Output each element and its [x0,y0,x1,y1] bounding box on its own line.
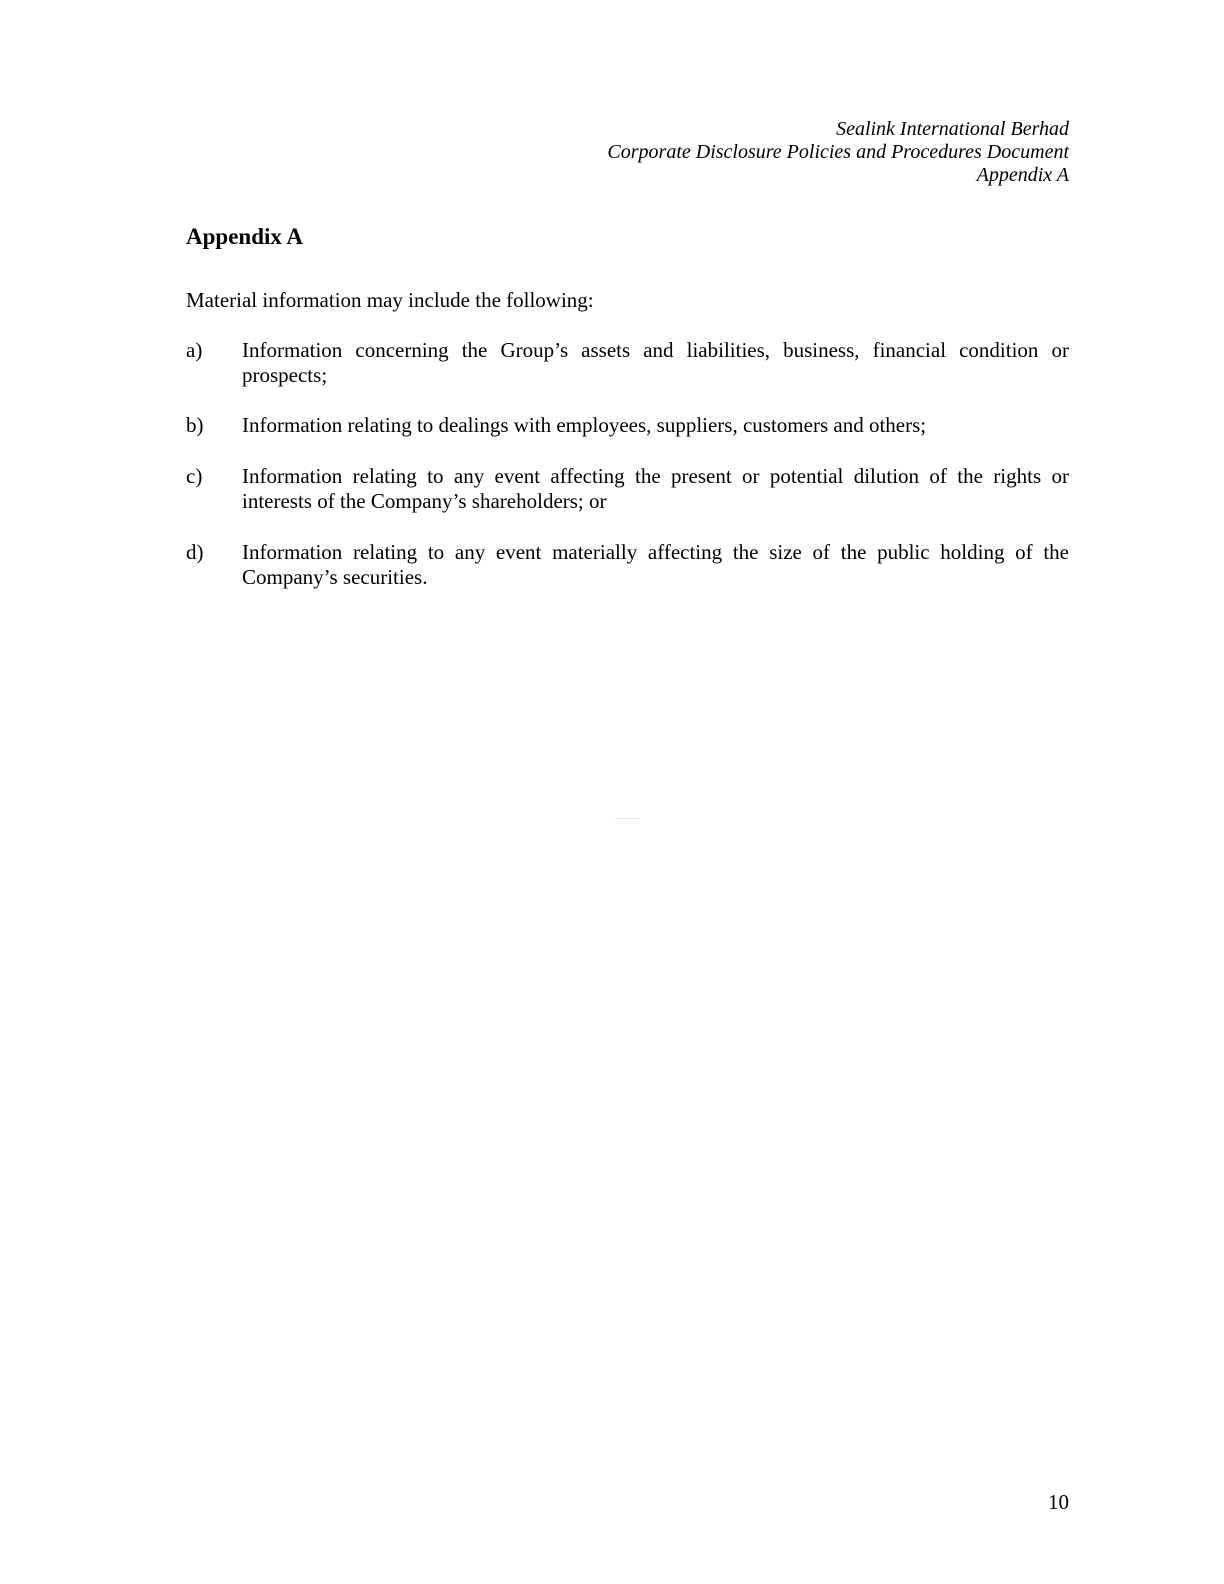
list-marker: a) [186,338,203,362]
header-section: Appendix A [976,164,1069,186]
list-item-a [186,338,1069,388]
faint-artifact-line [615,818,640,819]
list-marker: d) [186,540,204,564]
list-marker: b) [186,413,204,437]
page-number: 10 [1048,1490,1069,1514]
intro-paragraph: Material information may include the following: [186,288,594,312]
running-header [607,118,1069,187]
list-item-c [186,464,1069,514]
list-marker: c) [186,464,203,488]
list-item-text: Information concerning the Group’s assets and liabilities, business, financial condition or prospects; [242,338,1069,387]
list-item-b [186,413,1069,438]
list-item-text: Information relating to any event affecting the present or potential dilution of the rights or interests of the Company’s shareholders; or [242,464,1069,513]
header-company-name: Sealink International Berhad [836,118,1069,140]
list-item-d [186,540,1069,590]
page-heading: Appendix A [186,224,303,249]
header-document-title: Corporate Disclosure Policies and Procedures Document [607,141,1069,163]
list-item-text: Information relating to dealings with employees, suppliers, customers and others; [242,413,927,437]
list-item-text: Information relating to any event materially affecting the size of the public holding of the Company’s securities. [242,540,1069,589]
